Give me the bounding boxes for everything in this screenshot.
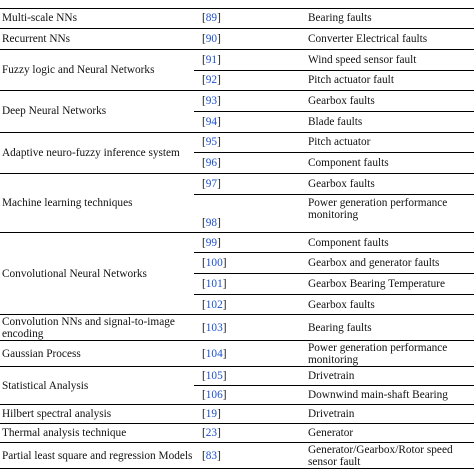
- fault-cell: Gearbox and generator faults: [306, 253, 474, 274]
- reference-link[interactable]: 100: [205, 257, 223, 270]
- table-row: [0, 443, 474, 469]
- ref-cell: [104]: [194, 341, 306, 367]
- fault-cell: Generator: [306, 424, 474, 443]
- table-row: [0, 49, 474, 70]
- reference-link[interactable]: 101: [205, 277, 223, 290]
- ref-cell: [102]: [194, 294, 306, 315]
- ref-cell: [96]: [194, 153, 306, 174]
- table-row: [0, 315, 474, 341]
- reference-link[interactable]: 98: [205, 216, 218, 229]
- ref-cell: [99]: [194, 232, 306, 253]
- reference-link[interactable]: 94: [205, 115, 218, 128]
- method-cell: [0, 0, 194, 8]
- method-cell: Convolutional Neural Networks: [0, 232, 194, 315]
- reference-link[interactable]: 89: [205, 12, 218, 25]
- reference-link[interactable]: 106: [205, 389, 223, 402]
- method-cell: Multi-scale NNs: [0, 8, 194, 29]
- fault-cell: [306, 0, 474, 8]
- reference-link[interactable]: 91: [205, 53, 218, 66]
- ref-cell: [91]: [194, 49, 306, 70]
- method-cell: Recurrent NNs: [0, 29, 194, 50]
- reference-link[interactable]: 105: [205, 370, 223, 383]
- table-row: [0, 0, 474, 8]
- reference-link[interactable]: 102: [205, 298, 223, 311]
- reference-link[interactable]: 19: [205, 408, 218, 421]
- reference-link[interactable]: 103: [205, 321, 223, 334]
- reference-link[interactable]: 92: [205, 74, 218, 87]
- ref-cell: [98]: [194, 194, 306, 232]
- method-cell: Hilbert spectral analysis: [0, 405, 194, 424]
- reference-link[interactable]: 99: [205, 236, 218, 249]
- table-row: [0, 174, 474, 195]
- ref-cell: [95]: [194, 132, 306, 153]
- ref-cell: [23]: [194, 424, 306, 443]
- fault-cell: Component faults: [306, 232, 474, 253]
- fault-cell: Component faults: [306, 153, 474, 174]
- ref-cell: [94]: [194, 111, 306, 132]
- fault-cell: Generator/Gearbox/Rotor speed sensor fault: [306, 443, 474, 469]
- ref-cell: [89]: [194, 8, 306, 29]
- table-row: [0, 91, 474, 112]
- method-cell: Gaussian Process: [0, 341, 194, 367]
- fault-cell: Pitch actuator fault: [306, 70, 474, 91]
- fault-cell: Drivetrain: [306, 367, 474, 386]
- fault-cell: Pitch actuator: [306, 132, 474, 153]
- fault-cell: Power generation performance monitoring: [306, 194, 474, 232]
- fault-cell: Gearbox Bearing Temperature: [306, 274, 474, 295]
- method-cell: Partial least square and regression Models: [0, 443, 194, 469]
- ref-cell: [100]: [194, 253, 306, 274]
- table-row: [0, 29, 474, 50]
- method-cell: Thermal analysis technique: [0, 424, 194, 443]
- ref-cell: [97]: [194, 174, 306, 195]
- fault-cell: Bearing faults: [306, 8, 474, 29]
- table-row: [0, 341, 474, 367]
- ref-cell: [90]: [194, 29, 306, 50]
- ref-cell: [19]: [194, 405, 306, 424]
- method-cell: Statistical Analysis: [0, 367, 194, 405]
- method-cell: Fuzzy logic and Neural Networks: [0, 49, 194, 90]
- fault-cell: Drivetrain: [306, 405, 474, 424]
- fault-cell: Downwind main-shaft Bearing: [306, 386, 474, 405]
- reference-link[interactable]: 96: [205, 157, 218, 170]
- method-cell: Deep Neural Networks: [0, 91, 194, 132]
- fault-cell: Wind speed sensor fault: [306, 49, 474, 70]
- ref-cell: [92]: [194, 70, 306, 91]
- fault-cell: Bearing faults: [306, 315, 474, 341]
- table-row: [0, 132, 474, 153]
- ref-cell: [103]: [194, 315, 306, 341]
- fault-cell: Gearbox faults: [306, 174, 474, 195]
- fault-cell: Blade faults: [306, 111, 474, 132]
- method-cell: Adaptive neuro-fuzzy inference system: [0, 132, 194, 173]
- table-row: [0, 8, 474, 29]
- reference-link[interactable]: 93: [205, 95, 218, 108]
- reference-link[interactable]: 97: [205, 177, 218, 190]
- fault-cell: Power generation performance monitoring: [306, 341, 474, 367]
- reference-link[interactable]: 95: [205, 136, 218, 149]
- reference-link[interactable]: 104: [205, 347, 223, 360]
- reference-link[interactable]: 23: [205, 427, 218, 440]
- fault-cell: Converter Electrical faults: [306, 29, 474, 50]
- method-cell: Machine learning techniques: [0, 174, 194, 233]
- table-row: [0, 405, 474, 424]
- ref-cell: [105]: [194, 367, 306, 386]
- ref-cell: [83]: [194, 443, 306, 469]
- ref-cell: [106]: [194, 386, 306, 405]
- reference-link[interactable]: 90: [205, 33, 218, 46]
- table-row: [0, 424, 474, 443]
- ref-cell: [194, 0, 306, 8]
- reference-link[interactable]: 83: [205, 449, 218, 462]
- ref-cell: [93]: [194, 91, 306, 112]
- fault-cell: Gearbox faults: [306, 91, 474, 112]
- table-row: [0, 232, 474, 253]
- method-cell: Convolution NNs and signal-to-image encoding: [0, 315, 194, 341]
- fault-cell: Gearbox faults: [306, 294, 474, 315]
- table-row: [0, 367, 474, 386]
- ref-cell: [101]: [194, 274, 306, 295]
